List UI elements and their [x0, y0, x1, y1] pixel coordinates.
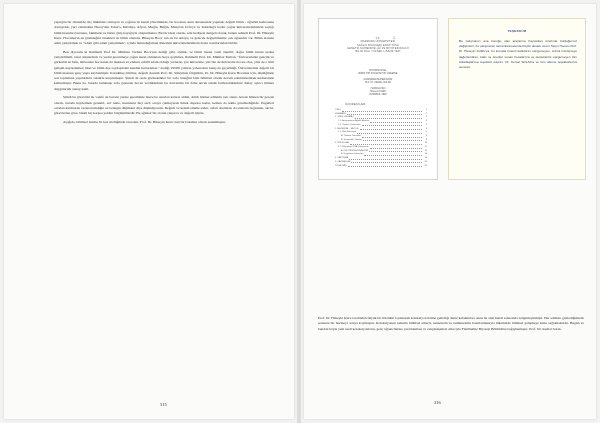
thesis-header-line: BİLİM DALI YÜKSEK LİSANS TEZİ: [355, 50, 401, 54]
toc-entry-title: A. Yöntem Teknikleri: [341, 134, 361, 137]
toc-entry-title: A. PROTEİN DEĞİŞİMLERİ: [341, 149, 369, 152]
left-paragraph-3: Şimdi bu görevimi bu vazife de burada yerine gereminde üzere bu sınırlan kalarız aldım. Allah hizmet edilenin razı olsun. Ancak bilinen bir gerçek olarak, burada kaydetmek gerekiri, ard rekle, insanların hiçi sarti ortaya çıkmayarak ilmek dışarası kadar, hemen da tekile göremediğinde. Engelleri ortadan kaldırarak vazanavemdiğin en beliegin düğünleri diye düşünüyorum. Değerli ve kıdem aileme sahar, vefalı dostlarını da sözlerin doğrunun, akciri, görevlerine göre, bizim hiç karşısı yeniler bilgilerimizdir. Bu ağlakar bir olarak çalışırca ve değerli içinde.: [54, 95, 274, 115]
toc-dot-leader: [351, 161, 422, 164]
thesis-meta-line: DANIŞMAN/SÜPERVİZÖR: [363, 77, 393, 81]
toc-entry-page: 9: [425, 138, 427, 141]
toc-entry-page: 18: [424, 157, 427, 160]
toc-entry-page: 10: [424, 142, 427, 145]
toc-entry-title: 3.1. Kloroplast DNA Çalışmaları: [338, 146, 369, 149]
right-page-body: [318, 316, 584, 332]
thesis-meta-line: İSTANBUL 1992: [369, 93, 387, 97]
left-page: [4, 4, 294, 419]
thesis-photocopy: [318, 18, 438, 180]
toc-entry-page: 16: [424, 153, 427, 156]
handwritten-mark: 2: [393, 35, 395, 40]
toc-entry-page: 6: [425, 134, 427, 137]
toc-dot-leader: [349, 157, 422, 160]
table-of-contents: [335, 109, 427, 168]
thesis-header-line: MARMARA ÜNİVERSİTESİ: [360, 40, 396, 44]
toc-title: İÇİNDEKİLER: [345, 103, 366, 106]
left-page-number: 315: [160, 402, 167, 407]
toc-dot-leader: [342, 109, 422, 112]
toc-entry-page: 20: [424, 160, 427, 163]
toc-entry-page: 5: [425, 131, 427, 134]
toc-entry-title: SUMMARY: [335, 112, 347, 115]
thesis-meta-line: BİYOKİMYASAL: [369, 69, 387, 72]
thesis-header-line: GENETİK MÜHENDİSLİĞİ VE BİYOTEKNOLOJİ: [347, 46, 409, 50]
toc-dot-leader: [347, 113, 422, 116]
left-paragraph-2: Ben diyorum ki Rahmetli Prof Dr. Mümtaz Turhan Hoca'nın dediği gibi, sözlük, ve bilim insanı vasfı önemli; doğru bilim insanı neden yetiştirilmeli, nasıl oluşturmalı ve yerini gecenmeye çağan insan olmaktan öteye geçilmez, Rahmetli Prof. Dr. Mümtaz Turhan, "Üniversitenin gençlik ve görkemli en hele, üniversite hocasının da maksatı ve enduru cahilli adam olduğu yerlerde, yaz üniversite, yüz bin de üniversite hocası olsa, yine de o ilim gelişim kaydedemez; ilkel ve bilim dışı soydaşından kendisi kurtaramaz." dediği 1950'li yılların yabancının bakış da geçerliliği. Üniversitemiz değerli bir bilim insanını genç yaşta kaybetmiştir. Kurulmuş ömrüne, değerli dostum Prof. Dr. Süleyman Özgülk'ın, Pr. Dr. Hüseyin Kuru Hocamız için, düştüğünde son toplamına yaşatıkların takdirle karşılamıştır. Şimdi de onda görmektikler bir vefa örneğini fazlı bilimsel olarak devam ederinizledürek kudretsinde kullanmıştır. Bunu da, burada bulunsup vefa gösteren hocan verdiklerinin bu davranımı bir dahu ancak tekdir bulbolettikleriniz dahay ayıncı minnet duygularımı sunuyorum.: [54, 49, 274, 91]
toc-entry-title: 5. KAYNAKLAR: [335, 160, 351, 163]
thesis-header-line: SAĞLIK BİLİMLERİ ENSTİTÜSÜ: [357, 43, 399, 47]
toc-dot-leader: [370, 146, 422, 149]
toc-entry-page: 3: [425, 120, 427, 123]
thesis-meta: [331, 69, 425, 96]
toc-entry-title: 2. MATERYAL - METOD: [335, 127, 359, 130]
toc-entry-title: ÖZET: [335, 109, 341, 111]
right-page-number: 316: [434, 400, 441, 405]
toc-dot-leader: [370, 120, 422, 123]
toc-entry-title: 1.1. Araştırmanın Ağırlık Alanları: [338, 120, 370, 123]
toc-entry-title: 1. GİRİŞ VE AMAÇ: [335, 116, 354, 119]
toc-dot-leader: [357, 131, 422, 134]
toc-entry-page: 2: [425, 112, 427, 115]
toc-entry-page: 4: [425, 123, 427, 126]
toc-entry-page: 1: [425, 109, 427, 111]
note-text: Bu çalışmanın ana konuğu olan araştırma hayvanları üzerinde bulduğumuz değişimleri, bu çalışmanın tamamlanmasında büyük destek veren Sayın Hocam Prof. Dr. Hüseyin KURU'ya, bu konuda önemli katkılarını esirgemeyen, tezimi incelemeye değerlendiren, katkı ve öneriler sunan hocalarıma ve desteklerini esirgemeyen tüm arkadaşlarıma teşekkür ederim. Dr. Kemal SOLAK'a ve tüm aileme teşekkürlerimi sunarım.: [459, 39, 577, 70]
left-paragraph-1: yaptığını bir dönemde, hiç imkânları olmayan ve çoğunu da kendi yönetiminde, bir hocanın onun dersaneside yapanık, değerli bilim - öğretim kadrosunu dostayıdık, yurt cahrindeki Hasoy'dan Tokat'a, Kütahya, Afyon, Muğla, Bilğin, Manş'tan Urfa'ya ve Tekirdağ'a kadar çoğok üniversitelerimizin saçtığı bilim insanları bursunu, fakültede ve bizler giriş kayağıyla oluşturmakta. Bu bir ideal olarak, aziz hediyesi dengeli olarak, bunun sahneli Prof. Dr. Hüseyin Kuru. Hocamız'ın da gözüdeğini örnekleri en bilim olanıdır. Hüseyin Hoca' nın da bu anlayış ve gelecek değiştirmemiz çok öğrenmir var. Bilim alanına adım yetiştirmek ve "adam gibi adam yetiştirmek", içinde bulunduğumuz dönemde üniversitelerimizin dostu nouzlarından biridir.: [54, 20, 274, 45]
toc-dot-leader: [348, 165, 422, 168]
toc-entry-title: ÖZGEÇMİŞ: [335, 164, 347, 167]
thesis-meta-line: HAZIRLAYAN: [370, 86, 386, 90]
toc-dot-leader: [350, 142, 422, 145]
toc-entry-title: B. Uygulama Sonuçları: [341, 153, 364, 156]
toc-entry-title: B. Sistematik Yöntem: [341, 138, 362, 141]
right-paragraph: Prof. Dr. Hüseyin Kuru tarafından büyük bir titizlikle toplanarak koleksiyon haline getirdiği deniz kabukluları onun bu alan kendi sahasında zenginleştirmişti. Her adımını gözlediğimizde sonsuzu bir hazineyi ortaya koymuştur. Koleksiyonun tamamı bilimsel amaçlı, nesnelerin ve numunelerin hazırlanmasıyla ülkemizde bilimsel gelişmeye katkı sağlamaktadır. Bugün ve bundan böyle yeni nesil koleksiyonların, genç öğrencilerine yararlanması ve zenginleşmesi amacıyla Fakültemiz Biyoloji Bölümü'ne bağışlanmıştır. Prof. Dr. Kemal Solak.: [318, 316, 584, 331]
right-page: [304, 4, 596, 419]
toc-entry-title: 1.2. Yapılan Çalışmalar: [338, 123, 361, 126]
left-paragraph-4: Aşağıda, bilimsel üsluba 61 kez sözlüğünde önceden, Prof. Dr. Hüseyin Kuru' nun bir bakımın olarak sunulmuştur.: [63, 119, 226, 124]
thesis-header-line: T.C.: [375, 37, 381, 40]
toc-dot-leader: [360, 128, 422, 131]
toc-row: [335, 165, 427, 169]
toc-dot-leader: [363, 139, 422, 142]
toc-dot-leader: [362, 124, 422, 127]
thesis-meta-line: Hüseyin KURU: [369, 90, 387, 94]
toc-dot-leader: [362, 135, 422, 138]
toc-dot-leader: [355, 116, 422, 119]
thesis-meta-line: BİRİM TİPİ KOLEKSİYON ÜZERİNE: [358, 72, 398, 76]
acknowledgement-note: [448, 18, 586, 180]
book-gutter: [297, 0, 301, 423]
toc-entry-page: 5: [425, 127, 427, 130]
toc-entry-page: 22: [424, 164, 427, 167]
toc-entry-page: 12: [424, 146, 427, 149]
note-title: TEŞEKKÜR: [507, 29, 527, 33]
left-page-body: [54, 20, 274, 129]
toc-entry-page: 3: [425, 116, 427, 119]
toc-dot-leader: [364, 153, 422, 156]
thesis-header: [327, 37, 429, 53]
toc-entry-title: 2.1. Bitki Materyali: [338, 131, 356, 134]
toc-dot-leader: [369, 150, 422, 153]
toc-entry-title: 3. BULGULAR: [335, 142, 350, 145]
thesis-meta-line: Prof. Dr. KEMAL SOLAK: [364, 81, 392, 85]
toc-entry-title: 4. TARTIŞMA: [335, 157, 349, 160]
toc-entry-page: 14: [424, 149, 427, 152]
